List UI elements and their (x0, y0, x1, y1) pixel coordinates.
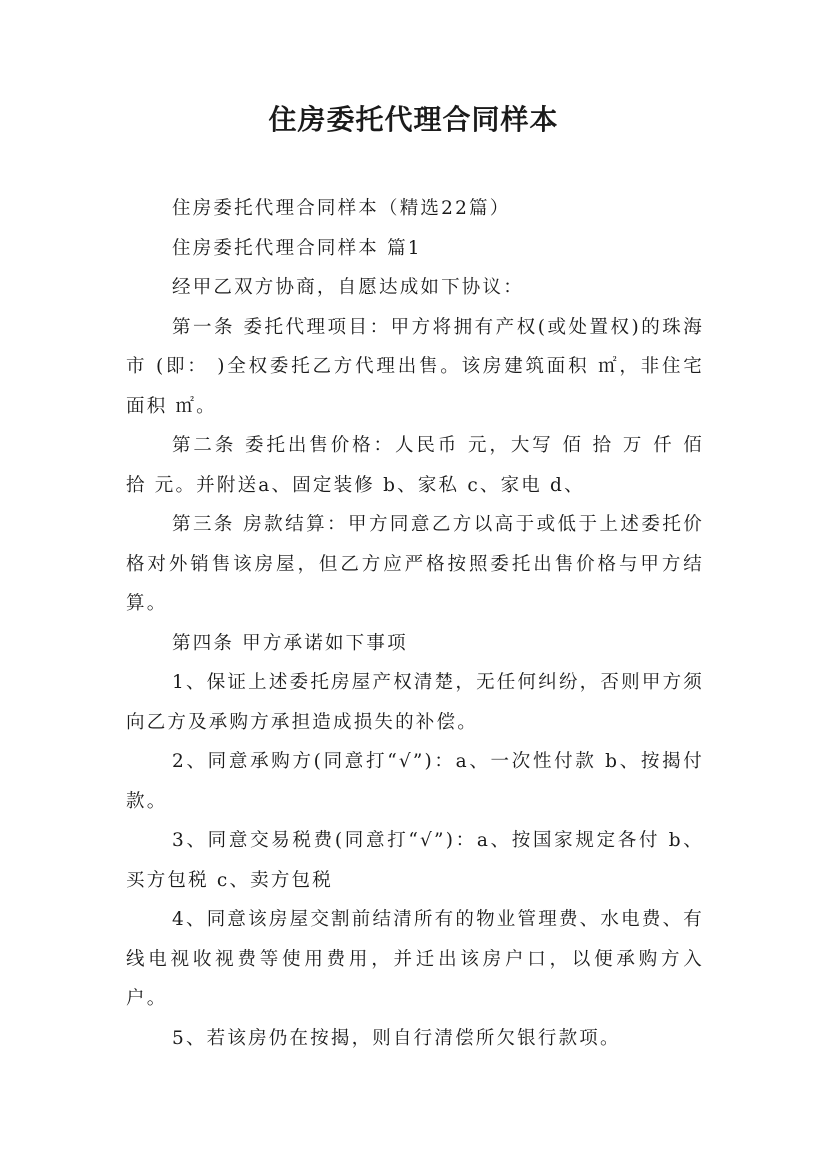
paragraph-article-4: 第四条 甲方承诺如下事项 (172, 632, 408, 654)
paragraph-item-4: 4、同意该房屋交割前结清所有的物业管理费、水电费、有线电视收视费等使用费用，并迁出该房户口，以便承购方入户。 (126, 909, 704, 1009)
document-body (126, 189, 704, 1058)
paragraph-item-2: 2、同意承购方(同意打“√”)：a、一次性付款 b、按揭付款。 (126, 751, 704, 812)
paragraph-article-3: 第三条 房款结算：甲方同意乙方以高于或低于上述委托价格对外销售该房屋，但乙方应严格按照委托出售价格与甲方结算。 (126, 514, 704, 614)
paragraph-subtitle: 住房委托代理合同样本（精选22篇） (172, 198, 511, 219)
paragraph-preamble: 经甲乙双方协商，自愿达成如下协议： (172, 277, 524, 298)
paragraph-item-5: 5、若该房仍在按揭，则自行清偿所欠银行款项。 (172, 1027, 621, 1049)
paragraph-item-1: 1、保证上述委托房屋产权清楚，无任何纠纷，否则甲方须向乙方及承购方承担造成损失的补偿。 (126, 672, 704, 733)
paragraph-section-heading: 住房委托代理合同样本 篇1 (172, 237, 422, 259)
paragraph-article-2: 第二条 委托出售价格：人民币 元，大写 佰 拾 万 仟 佰 拾 元。并附送a、固定装修 b、家私 c、家电 d、 (126, 435, 704, 496)
paragraph-article-1: 第一条 委托代理项目：甲方将拥有产权(或处置权)的珠海市 (即： )全权委托乙方代理出售。该房建筑面积 ㎡，非住宅面积 ㎡。 (126, 316, 704, 417)
paragraph-item-3: 3、同意交易税费(同意打“√”)：a、按国家规定各付 b、买方包税 c、卖方包税 (126, 830, 704, 891)
document-title: 住房委托代理合同样本 (268, 103, 559, 136)
